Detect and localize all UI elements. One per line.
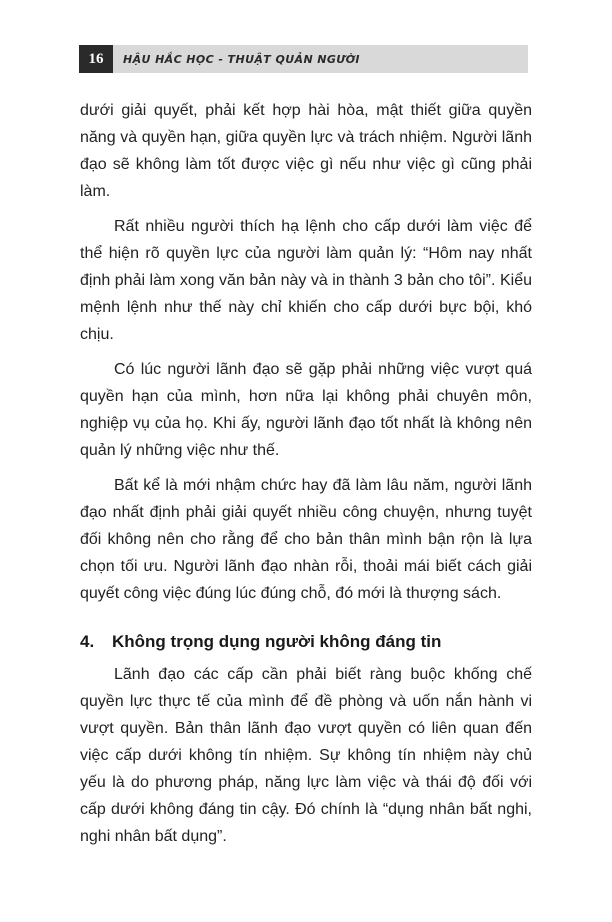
- section-heading: [80, 629, 532, 655]
- running-header: [79, 45, 528, 73]
- section-title: Không trọng dụng người không đáng tin: [112, 632, 442, 651]
- running-title: HẬU HẮC HỌC - THUẬT QUẢN NGƯỜI: [123, 52, 360, 66]
- paragraph: Lãnh đạo các cấp cần phải biết ràng buộc khống chế quyền lực thực tế của mình để đề phòng và uốn nắn hành vi vượt quyền. Bản thân lãnh đạo vượt quyền có liên quan đến việc cấp dưới không tín nhiệm. Sự không tín nhiệm này chủ yếu là do phương pháp, năng lực làm việc và thái độ đối với cấp dưới không đáng tin cậy. Đó chính là “dụng nhân bất nghi, nghi nhân bất dụng”.: [80, 666, 532, 845]
- section-number: 4.: [80, 632, 95, 651]
- page-number: 16: [79, 45, 113, 73]
- paragraph: Bất kể là mới nhậm chức hay đã làm lâu năm, người lãnh đạo nhất định phải giải quyết nhiều công chuyện, nhưng tuyệt đối không nên cho rằng để cho bản thân mình bận rộn là lựa chọn tối ưu. Người lãnh đạo nhàn rỗi, thoải mái biết cách giải quyết công việc đúng lúc đúng chỗ, đó mới là thượng sách.: [80, 477, 532, 602]
- paragraph: dưới giải quyết, phải kết hợp hài hòa, mật thiết giữa quyền năng và quyền hạn, giữa quyền lực và trách nhiệm. Người lãnh đạo sẽ không làm tốt được việc gì nếu như việc gì cũng phải làm.: [80, 102, 532, 200]
- paragraph: Rất nhiều người thích hạ lệnh cho cấp dưới làm việc để thể hiện rõ quyền lực của người làm quản lý: “Hôm nay nhất định phải làm xong văn bản này và in thành 3 bản cho tôi”. Kiểu mệnh lệnh như thế này chỉ khiến cho cấp dưới bực bội, khó chịu.: [80, 218, 532, 343]
- page-body: [80, 97, 532, 858]
- paragraph: Có lúc người lãnh đạo sẽ gặp phải những việc vượt quá quyền hạn của mình, hơn nữa lại không phải chuyên môn, nghiệp vụ của họ. Khi ấy, người lãnh đạo tốt nhất là không nên quản lý những việc như thế.: [80, 361, 532, 459]
